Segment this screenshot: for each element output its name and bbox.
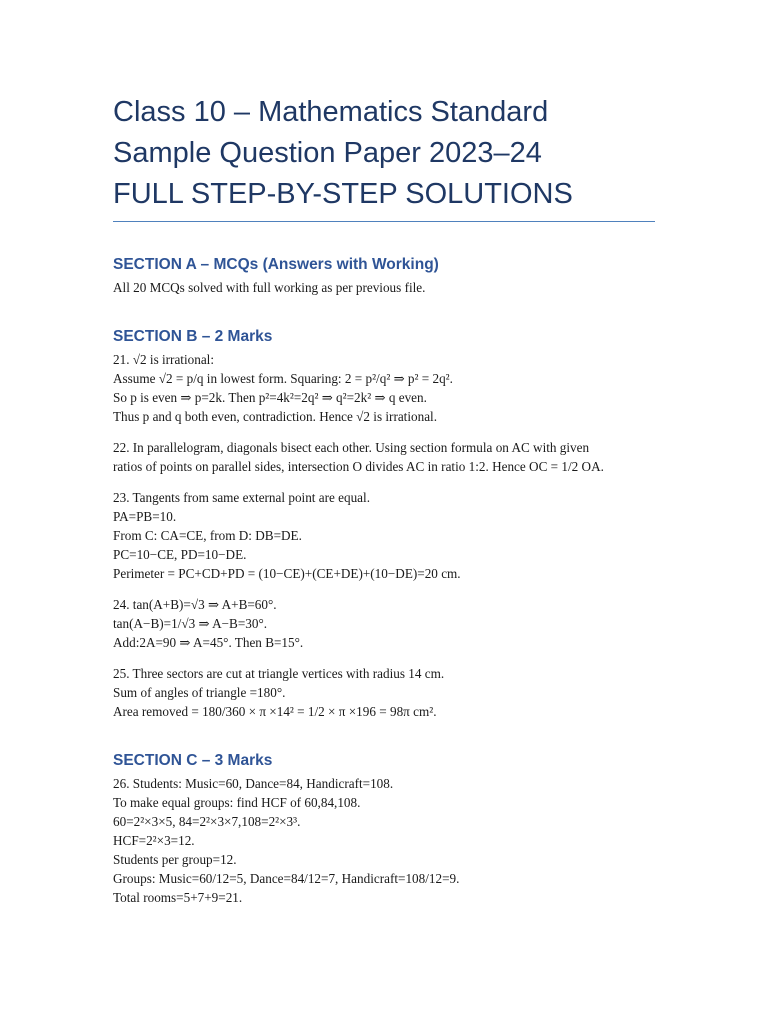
q26-line: To make equal groups: find HCF of 60,84,108.: [113, 795, 361, 810]
q21-line: 21. √2 is irrational:: [113, 352, 214, 367]
q26-line: Groups: Music=60/12=5, Dance=84/12=7, Handicraft=108/12=9.: [113, 871, 460, 886]
question-23: [113, 488, 673, 583]
document-page: [113, 92, 673, 907]
q24-line: tan(A−B)=1/√3 ⇒ A−B=30°.: [113, 616, 268, 631]
title-divider: [113, 221, 655, 222]
title-line-2: Sample Question Paper 2023–24: [113, 137, 542, 169]
q23-line: Perimeter = PC+CD+PD = (10−CE)+(CE+DE)+(10−DE)=20 cm.: [113, 566, 461, 581]
q23-line: PC=10−CE, PD=10−DE.: [113, 547, 247, 562]
section-a-heading: SECTION A – MCQs (Answers with Working): [113, 256, 439, 273]
document-title: [113, 92, 673, 215]
title-line-1: Class 10 – Mathematics Standard: [113, 96, 549, 128]
q23-line: 23. Tangents from same external point are equal.: [113, 490, 371, 505]
q25-line: Sum of angles of triangle =180°.: [113, 685, 286, 700]
q22-line: ratios of points on parallel sides, intersection O divides AC in ratio 1:2. Hence OC = 1/2 OA.: [113, 459, 604, 474]
q25-line: Area removed = 180/360 × π ×14² = 1/2 × π ×196 = 98π cm².: [113, 704, 437, 719]
q24-line: 24. tan(A+B)=√3 ⇒ A+B=60°.: [113, 597, 277, 612]
question-21: [113, 350, 673, 426]
q26-line: HCF=2²×3=12.: [113, 833, 195, 848]
q26-line: Total rooms=5+7+9=21.: [113, 890, 243, 905]
q26-line: 26. Students: Music=60, Dance=84, Handicraft=108.: [113, 776, 394, 791]
q22-line: 22. In parallelogram, diagonals bisect each other. Using section formula on AC with given: [113, 440, 590, 455]
q23-line: From C: CA=CE, from D: DB=DE.: [113, 528, 302, 543]
question-25: [113, 664, 673, 721]
q24-line: Add:2A=90 ⇒ A=45°. Then B=15°.: [113, 635, 304, 650]
q21-line: Assume √2 = p/q in lowest form. Squaring: 2 = p²/q² ⇒ p² = 2q².: [113, 371, 453, 386]
question-22: [113, 438, 673, 476]
question-26: [113, 774, 673, 907]
q23-line: PA=PB=10.: [113, 509, 177, 524]
section-a-line: All 20 MCQs solved with full working as per previous file.: [113, 280, 426, 295]
q26-line: 60=2²×3×5, 84=2²×3×7,108=2²×3³.: [113, 814, 301, 829]
q25-line: 25. Three sectors are cut at triangle vertices with radius 14 cm.: [113, 666, 445, 681]
question-24: [113, 595, 673, 652]
q26-line: Students per group=12.: [113, 852, 237, 867]
section-b-heading: SECTION B – 2 Marks: [113, 328, 273, 345]
title-line-3: FULL STEP-BY-STEP SOLUTIONS: [113, 178, 573, 210]
q21-line: Thus p and q both even, contradiction. Hence √2 is irrational.: [113, 409, 438, 424]
section-c-heading: SECTION C – 3 Marks: [113, 752, 273, 769]
q21-line: So p is even ⇒ p=2k. Then p²=4k²=2q² ⇒ q²=2k² ⇒ q even.: [113, 390, 427, 405]
section-a-text: [113, 278, 673, 297]
